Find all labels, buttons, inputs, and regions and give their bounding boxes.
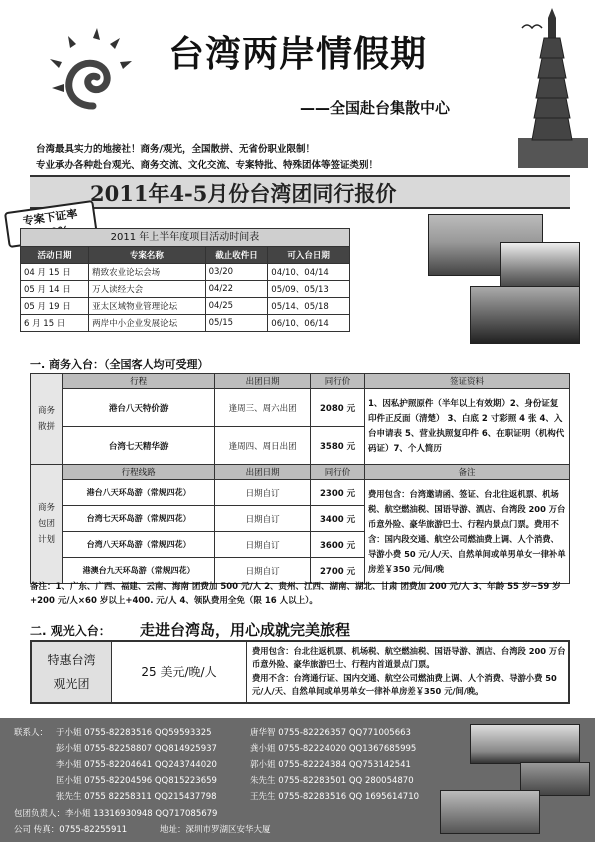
business-heading: 一. 商务入台：（全国客人均可受理） [30, 358, 209, 371]
group-label: 商务包团计划 [31, 465, 63, 584]
tour-remarks: 费用包含：台湾邀请函、签证、台北往返机票、机场税、航空燃油税、国语导游、酒店、台湾段 200 万台币意外险、豪华旅游巴士、行程内景点门票。费用不含：国内段交通、航空公司燃油费上调、人个消费、导游小费 50 元/人/天、自然单间或单男单女一律补单房差￥350 元/间/晚 [365, 480, 570, 584]
events-header: 可入台日期 [268, 247, 350, 264]
group-manager: 包团负责人：李小姐 13316930948 QQ717085679 [14, 809, 218, 819]
biz-header: 同行价 [311, 374, 365, 389]
price-banner-text: 2011年4-5月份台湾团同行报价 [90, 181, 397, 206]
sightseeing-includes: 费用包含：台北往返机票、机场税、航空燃油税、国语导游、酒店、台湾段 200 万台币意外险、豪华旅游巴士、行程内首道景点门票。 [252, 646, 566, 669]
event-cell: 04 月 15 日 [21, 264, 89, 281]
event-cell: 04/25 [205, 298, 268, 315]
tour-date: 日期自订 [215, 506, 311, 532]
event-cell: 04/22 [205, 281, 268, 298]
tour-name: 港台八天特价游 [63, 389, 215, 427]
tour-name: 台湾七天精华游 [63, 427, 215, 465]
biz-header: 备注 [365, 465, 570, 480]
tour-price: 3600 元 [311, 532, 365, 558]
contact-line: 唐华智 0755-82226357 QQ771005663 [250, 728, 411, 738]
event-cell: 05 月 19 日 [21, 298, 89, 315]
contact-line: 彭小姐 0755-82258807 QQ814925937 [56, 744, 217, 754]
tour-date: 逢周三、周六出团 [215, 389, 311, 427]
sightseeing-label-2: 观光团 [53, 677, 90, 691]
tour-date: 逢周四、周日出团 [215, 427, 311, 465]
intro-line-2: 专业承办各种赴台观光、商务交流、文化交流、专案特批、特殊团体等签证类别！ [36, 160, 379, 171]
biz-header: 出团日期 [215, 465, 311, 480]
tour-price: 3580 元 [311, 427, 365, 465]
tour-date: 日期自订 [215, 558, 311, 584]
intro-line-1: 台湾最具实力的地接社！商务/观光，全国散拼、无省份职业限制！ [36, 144, 315, 155]
contact-line: 张先生 0755 82258311 QQ215437798 [56, 792, 217, 802]
biz-header: 同行价 [311, 465, 365, 480]
event-cell: 精致农业论坛会场 [89, 264, 206, 281]
visa-docs: 1、因私护照原件（半年以上有效期）2、身份证复印件正反面（清楚） 3、白底 2 寸彩照 4 张 4、入台申请表 5、营业执照复印件 6、在职证明（机构代码证）7、个人简历 [365, 389, 570, 465]
sightseeing-label [32, 642, 112, 702]
events-header: 截止收件日 [205, 247, 268, 264]
footer-photo-1 [470, 724, 580, 764]
tour-name: 港台八天环岛游（常规四花） [63, 480, 215, 506]
company-address: 地址：深圳市罗湖区安华大厦 [160, 825, 271, 835]
tour-price: 2700 元 [311, 558, 365, 584]
page-title: 台湾两岸情假期 [168, 33, 428, 75]
contact-line: 龚小姐 0755-82224020 QQ1367685995 [250, 744, 417, 754]
taipei-101-photo [518, 8, 588, 168]
events-header: 专案名称 [89, 247, 206, 264]
event-cell: 万人读经大会 [89, 281, 206, 298]
sightseeing-slogan: 走进台湾岛，用心成就完美旅程 [140, 621, 351, 639]
tour-price: 2300 元 [311, 480, 365, 506]
contact-line: 王先生 0755-82283516 QQ 1695614710 [250, 792, 420, 802]
table-row [31, 389, 570, 427]
scenic-photo-3 [470, 286, 580, 344]
tour-name: 台湾八天环岛游（常规四花） [63, 532, 215, 558]
event-cell: 6 月 15 日 [21, 315, 89, 332]
events-header: 活动日期 [21, 247, 89, 264]
contact-line: 郭小姐 0755-82224384 QQ753142541 [250, 760, 411, 770]
event-cell: 03/20 [205, 264, 268, 281]
event-cell: 05/15 [205, 315, 268, 332]
contact-footer [0, 718, 595, 842]
contacts-label: 联系人： [14, 728, 49, 738]
tour-date: 日期自订 [215, 480, 311, 506]
sightseeing-box [30, 640, 570, 704]
table-row [21, 281, 350, 298]
group-label: 商务散拼 [31, 374, 63, 465]
company-logo [48, 28, 138, 123]
contact-line: 朱先生 0755-82283501 QQ 280054870 [250, 776, 414, 786]
event-cell: 亚太区域物业管理论坛 [89, 298, 206, 315]
footer-photo-3 [440, 790, 540, 834]
table-row [21, 298, 350, 315]
badge-line-1: 专案下证率 [21, 207, 79, 228]
contact-line: 匡小姐 0755-82204596 QQ815223659 [56, 776, 217, 786]
business-notes: 备注：1、广东、广西、福建、云南、海南 团费加 500 元/人 2、贵州、江西、湖南、湖北、甘肃 团费加 200 元/人 3、年龄 55 岁~59 岁+200 元/人×60 岁以上+400. 元/人 4、领队费用全免（限 16 人以上）。 [30, 582, 561, 606]
sightseeing-label-1: 特惠台湾 [47, 653, 96, 667]
event-cell: 05/09、05/13 [268, 281, 350, 298]
event-cell: 05 月 14 日 [21, 281, 89, 298]
event-cell: 两岸中小企业发展论坛 [89, 315, 206, 332]
event-cell: 04/10、04/14 [268, 264, 350, 281]
tour-price: 2080 元 [311, 389, 365, 427]
tour-date: 日期自订 [215, 532, 311, 558]
biz-header: 行程线路 [63, 465, 215, 480]
biz-header: 出团日期 [215, 374, 311, 389]
table-row [31, 480, 570, 506]
table-row [21, 315, 350, 332]
tour-name: 台湾七天环岛游（常规四花） [63, 506, 215, 532]
company-fax: 公司 传真：0755-82255911 [14, 825, 128, 835]
events-caption: 2011 年上半年度项目活动时间表 [20, 228, 350, 246]
table-row [21, 264, 350, 281]
biz-header: 行程 [63, 374, 215, 389]
sightseeing-heading: 二. 观光入台： [30, 624, 111, 638]
page-subtitle: ——全国赴台集散中心 [300, 99, 451, 117]
tour-price: 3400 元 [311, 506, 365, 532]
sightseeing-excludes: 费用不含：台湾通行证、国内交通、航空公司燃油费上调、人个消费、导游小费 50 元/人/天、自然单间或单男单女一律补单房差￥350 元/间/晚。 [252, 673, 557, 696]
biz-header: 签证资料 [365, 374, 570, 389]
event-cell: 06/10、06/14 [268, 315, 350, 332]
event-cell: 05/14、05/18 [268, 298, 350, 315]
contact-line: 李小姐 0755-82204641 QQ243744020 [56, 760, 217, 770]
contact-line: 于小姐 0755-82283516 QQ59593325 [56, 728, 212, 738]
sightseeing-price: 25 美元/晚/人 [112, 642, 247, 702]
tour-name: 港澳台九天环岛游（常规四花） [63, 558, 215, 584]
business-table [30, 373, 570, 584]
events-table [20, 228, 350, 332]
